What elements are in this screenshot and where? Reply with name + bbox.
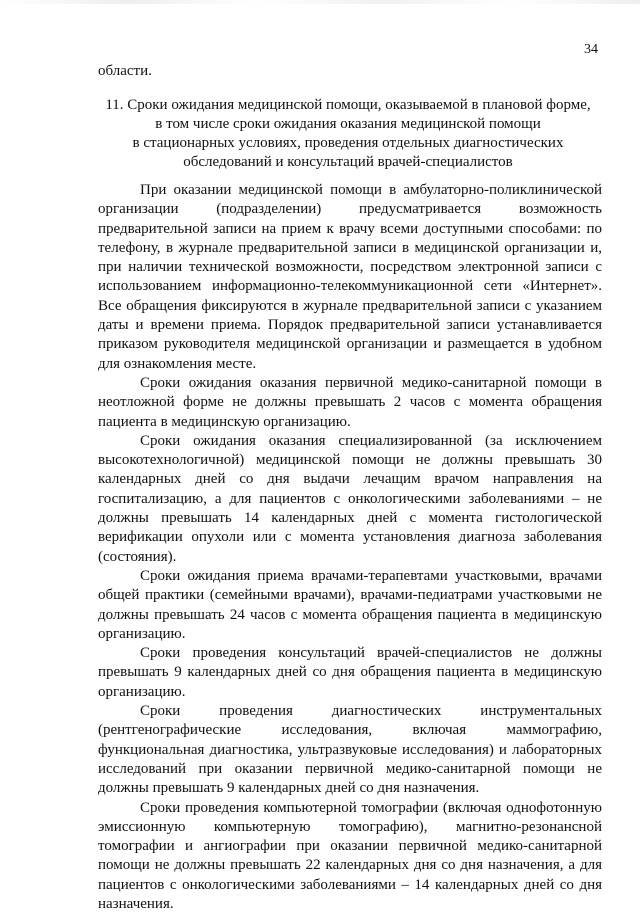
heading-line: 11. Сроки ожидания медицинской помощи, оказываемой в плановой форме, <box>98 96 598 115</box>
scan-artifact-strip <box>0 0 640 4</box>
section-body <box>98 181 602 914</box>
heading-line: в том числе сроки ожидания оказания медицинской помощи <box>98 115 598 134</box>
paragraph-district-doctors: Сроки ожидания приема врачами-терапевтами участковыми, врачами общей практики (семейными врачами), врачами-педиатрами участковыми не должны превышать 24 часов с момента обращения пациента в медицинскую организацию. <box>98 567 602 644</box>
paragraph-specialist-consultations: Сроки проведения консультаций врачей-специалистов не должны превышать 9 календарных дней со дня обращения пациента в медицинскую организацию. <box>98 644 602 702</box>
paragraph-diagnostics: Сроки проведения диагностических инструментальных (рентгенографические исследования, включая маммографию, функциональная диагностика, ультразвуковые исследования) и лабораторных исследований при оказании первичной медико-санитарной помощи не должны превышать 9 календарных дней со дня назначения. <box>98 702 602 798</box>
heading-line: обследований и консультаций врачей-специалистов <box>98 153 598 172</box>
continued-text: области. <box>98 63 152 80</box>
heading-line: в стационарных условиях, проведения отдельных диагностических <box>98 134 598 153</box>
paragraph-appointment-booking: При оказании медицинской помощи в амбулаторно-поликлинической организации (подразделении) предусматривается возможность предварительной записи на прием к врачу всеми доступными способами: по телефону, в журнале предварительной записи в медицинской организации и, при наличии технической возможности, посредством электронной записи с использованием информационно-телекоммуникационной сети «Интернет». Все обращения фиксируются в журнале предварительной записи с указанием даты и времени приема. Порядок предварительной записи устанавливается приказом руководителя медицинской организации и размещается в удобном для ознакомления месте. <box>98 181 602 374</box>
page-number: 34 <box>584 42 598 58</box>
section-heading <box>98 96 598 172</box>
paragraph-urgent-care: Сроки ожидания оказания первичной медико-санитарной помощи в неотложной форме не должны превышать 2 часов с момента обращения пациента в медицинскую организацию. <box>98 374 602 432</box>
paragraph-ct-mri: Сроки проведения компьютерной томографии (включая однофотонную эмиссионную компьютерную томографию), магнитно-резонансной томографии и ангиографии при оказании первичной медико-санитарной помощи не должны превышать 22 календарных дня со дня назначения, а для пациентов с онкологическими заболеваниями – 14 календарных дней со дня назначения. <box>98 799 602 914</box>
paragraph-specialized-care: Сроки ожидания оказания специализированной (за исключением высокотехнологичной) медицинской помощи не должны превышать 30 календарных дней со дня выдачи лечащим врачом направления на госпитализацию, а для пациентов с онкологическими заболеваниями – не должны превышать 14 календарных дней с момента гистологической верификации опухоли или с момента установления диагноза заболевания (состояния). <box>98 432 602 567</box>
